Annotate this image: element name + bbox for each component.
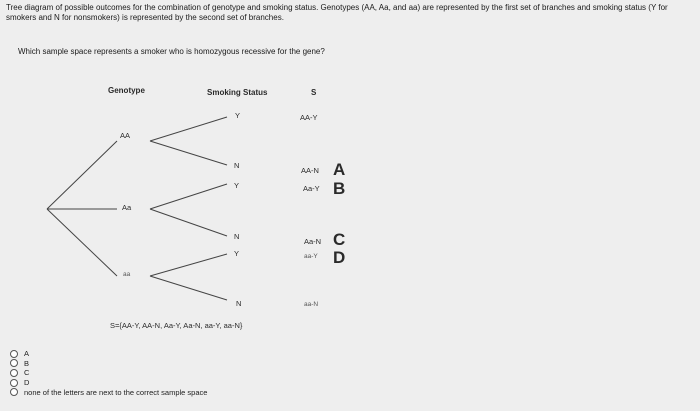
outcome-label: Aa-N bbox=[304, 237, 322, 246]
outcome-label: Aa-Y bbox=[303, 184, 320, 193]
option-b[interactable] bbox=[10, 359, 207, 369]
outcome-label: aa-N bbox=[304, 301, 319, 308]
radio-button[interactable] bbox=[10, 359, 18, 367]
branch-label: Y bbox=[234, 249, 240, 258]
question-text: Tree diagram of possible outcomes for the combination of genotype and smoking status. Genotypes (AA, Aa, and aa) are represented by the first set of branches and smoking status (Y for smokers and N for nonsmokers) is represented by the second set of branches. bbox=[6, 3, 668, 22]
option-d[interactable] bbox=[10, 378, 207, 388]
header-genotype: Genotype bbox=[108, 86, 145, 95]
radio-button[interactable] bbox=[10, 369, 18, 377]
branch-root-AA bbox=[47, 141, 117, 209]
branch-aa-N bbox=[150, 276, 227, 300]
outcome-label: aa-Y bbox=[304, 253, 318, 260]
outcome-label: AA-N bbox=[301, 166, 319, 175]
branch-label: N bbox=[236, 299, 242, 308]
branch-AA-Y bbox=[150, 117, 227, 141]
branch-label: Y bbox=[234, 181, 240, 190]
answer-letter: A bbox=[333, 160, 346, 179]
option-label: A bbox=[24, 349, 30, 359]
radio-button[interactable] bbox=[10, 350, 18, 358]
branch-root-aa bbox=[47, 209, 117, 276]
answer-letter: B bbox=[333, 179, 346, 198]
option-a[interactable] bbox=[10, 349, 207, 359]
answer-letter: D bbox=[333, 248, 346, 267]
question-prompt: Which sample space represents a smoker who is homozygous recessive for the gene? bbox=[18, 47, 325, 56]
genotype-label: Aa bbox=[122, 203, 132, 212]
radio-button[interactable] bbox=[10, 379, 18, 387]
option-c[interactable] bbox=[10, 368, 207, 378]
option-label: none of the letters are next to the correct sample space bbox=[24, 387, 208, 397]
genotype-label: aa bbox=[123, 271, 131, 278]
branch-aa-Y bbox=[150, 254, 227, 276]
branch-label: N bbox=[234, 232, 240, 241]
branch-AA-N bbox=[150, 141, 227, 165]
sample-space-set: S={AA-Y, AA-N, Aa-Y, Aa-N, aa-Y, aa-N} bbox=[110, 321, 243, 330]
answer-options bbox=[10, 349, 207, 397]
option-label: D bbox=[24, 378, 30, 388]
header-smoking-status: Smoking Status bbox=[207, 88, 268, 97]
branch-label: Y bbox=[235, 111, 241, 120]
header-sample-space: S bbox=[311, 88, 317, 97]
option-none[interactable] bbox=[10, 387, 207, 397]
genotype-label: AA bbox=[120, 131, 131, 140]
option-label: B bbox=[24, 358, 30, 368]
branch-Aa-N bbox=[150, 209, 227, 236]
branch-label: N bbox=[234, 161, 240, 170]
radio-button[interactable] bbox=[10, 388, 18, 396]
option-label: C bbox=[24, 368, 30, 378]
answer-letter: C bbox=[333, 230, 346, 249]
branch-Aa-Y bbox=[150, 184, 227, 209]
outcome-label: AA-Y bbox=[300, 113, 318, 122]
